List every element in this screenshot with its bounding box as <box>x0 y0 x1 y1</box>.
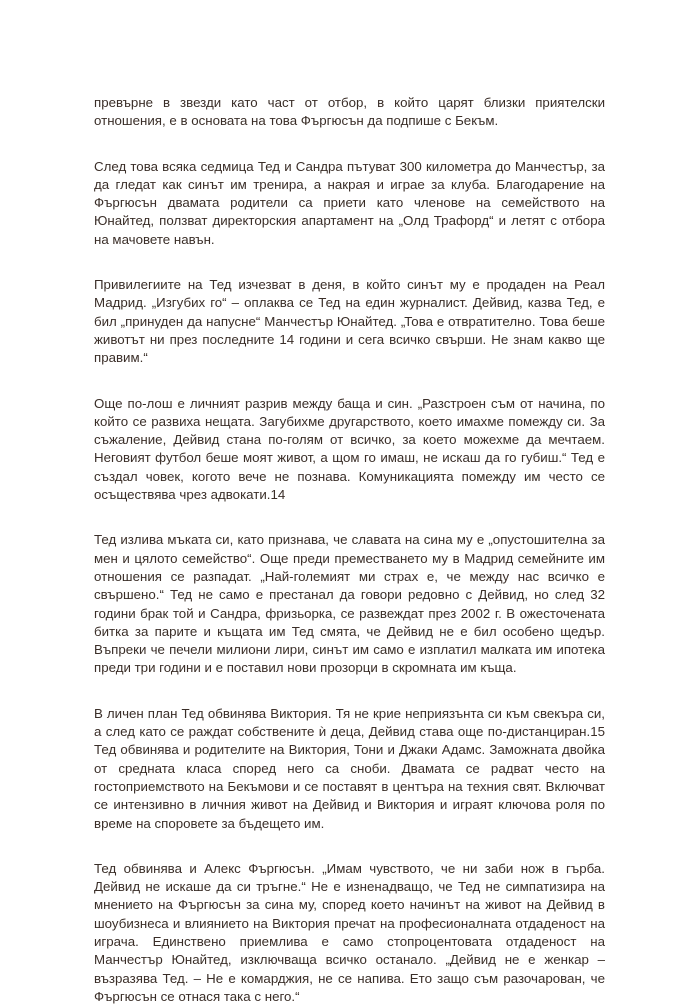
paragraph-3: Привилегиите на Тед изчезват в деня, в който синът му е продаден на Реал Мадрид. „Изгубих го“ – оплаква се Тед на един журналист. Дейвид, казва Тед, е бил „принуден да напусне“ Манчестър Юнайтед. „Това е отвратително. Това беше животът ни през последните 14 години и сега всичко свърши. Не знам какво ще правим.“ <box>94 277 605 366</box>
body-text <box>94 94 605 1006</box>
paragraph-5: Тед излива мъката си, като признава, че славата на сина му е „опустошителна за мен и цялото семейство“. Още преди преместването му в Мадрид семейните им отношения се разпадат. „Най-големият ми страх е, че между нас всичко е свършено.“ Тед не само е престанал да говори редовно с Дейвид, но след 32 години брак той и Сандра, фризьорка, се развеждат през 2002 г. В ожесточената битка за парите и къщата им Тед смята, че Дейвид не е бил особено щедър. Въпреки че печели милиони лири, синът им само е изплатил малката им ипотека преди три години и е поставил нови прозорци в скромната им къща. <box>94 532 605 676</box>
paragraph-1: превърне в звезди като част от отбор, в който царят близки приятелски отношения, е в основата на това Фъргюсън да подпише с Бекъм. <box>94 95 605 129</box>
paragraph-6: В личен план Тед обвинява Виктория. Тя не крие неприязънта си към свекъра си, а след като се раждат собствените ѝ деца, Дейвид става още по-дистанциран.15 Тед обвинява и родителите на Виктория, Тони и Джаки Адамс. Заможната двойка от средната класа според него са сноби. Двамата се радват често на гостоприемството на Бекъмови и се поставят в центъра на техния свят. Включват се интензивно в личния живот на Дейвид и Виктория и играят ключова роля по време на споровете за бъдещето им. <box>94 705 605 831</box>
paragraph-2: След това всяка седмица Тед и Сандра пътуват 300 километра до Манчестър, за да гледат как синът им тренира, а накрая и играе за клуба. Благодарение на Фъргюсън двамата родители са приети като членове на семейството на Юнайтед, ползват директорския апартамент на „Олд Трафорд“ и летят с отбора на мачовете навън. <box>94 158 605 247</box>
paragraph-7: Тед обвинява и Алекс Фъргюсън. „Имам чувството, че ни заби нож в гърба. Дейвид не искаше да си тръгне.“ Не е изненадващо, че Тед не симпатизира на мнението на Фъргюсън за сина му, според което начинът на живот на Дейвид в шоубизнеса и влиянието на Виктория пречат на професионалната отдаденост на играча. Единствено приемлива е само стопроцентовата отдаденост на Манчестър Юнайтед, изключваща всичко останало. „Дейвид не е женкар – възразява Тед. – Не е комарджия, не се напива. Ето защо съм разочарован, че Фъргюсън се отнася така с него.“ <box>94 860 605 1004</box>
paragraph-4: Още по-лош е личният разрив между баща и син. „Разстроен съм от начина, по който се развиха нещата. Загубихме другарството, което имахме помежду си. За съжаление, Дейвид стана по-голям от всичко, за което можехме да мечтаем. Неговият футбол беше моят живот, а щом го имаш, не искаш да го губиш.“ Тед е създал човек, когото вече не познава. Комуникацията помежду им често се осъществява чрез адвокати.14 <box>94 395 605 503</box>
